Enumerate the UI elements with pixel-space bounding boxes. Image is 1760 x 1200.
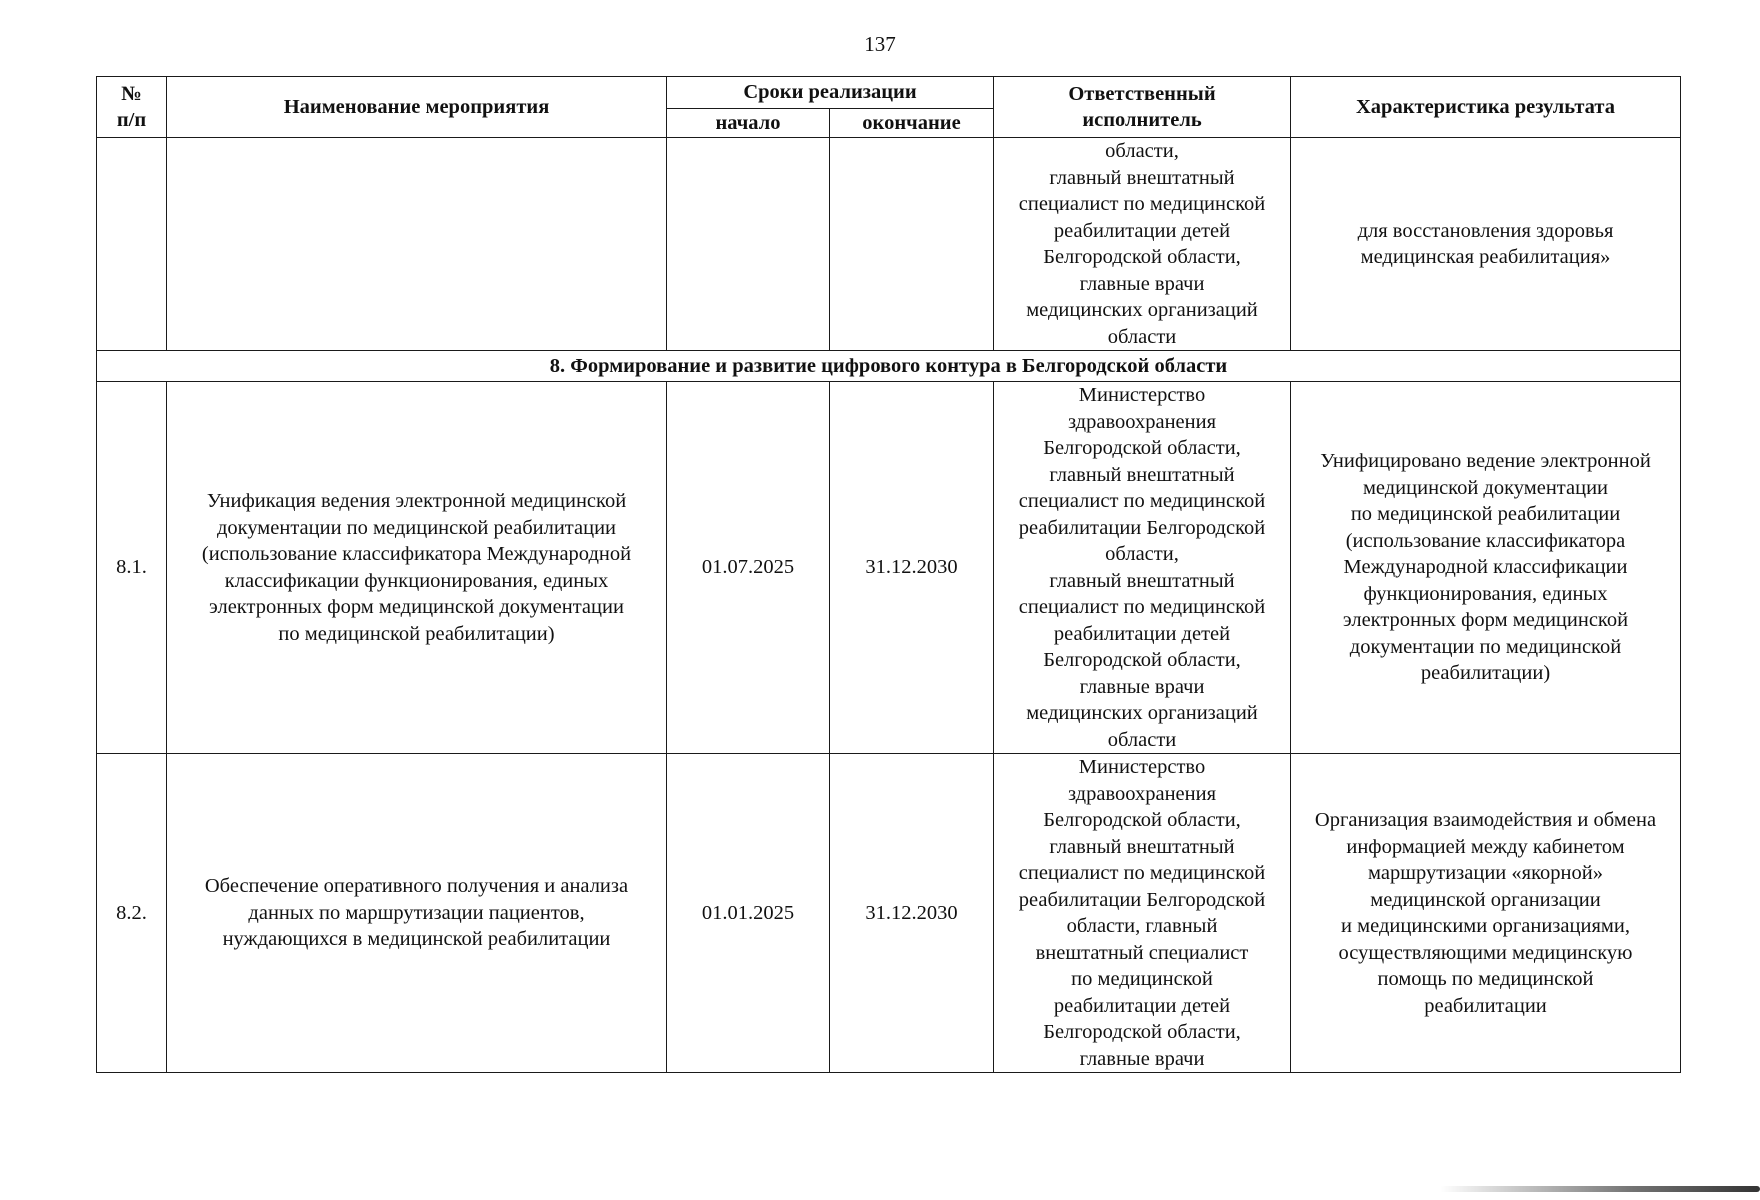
section-row [97, 351, 1681, 382]
header-responsible: Ответственный исполнитель [994, 77, 1291, 138]
header-start: начало [667, 109, 830, 138]
cell-num: 8.1. [97, 382, 167, 754]
header-end: окончание [830, 109, 994, 138]
section-title: 8. Формирование и развитие цифрового контура в Белгородской области [97, 351, 1681, 382]
cell-responsible: Министерство здравоохранения Белгородской области, главный внештатный специалист по медицинской реабилитации Белгородской области, главный внештатный специалист по медицинской реабилитации детей Белгородской области, главные врачи медицинских организаций области [994, 382, 1291, 754]
table-row-continued [97, 138, 1681, 351]
cell-responsible: области, главный внештатный специалист по медицинской реабилитации детей Белгородской области, главные врачи медицинских организаций области [994, 138, 1291, 351]
cell-result: Унифицировано ведение электронной медицинской документации по медицинской реабилитации (использование классификатора Международной классификации функционирования, единых электронных форм медицинской документации по медицинской реабилитации) [1291, 382, 1681, 754]
cell-name [167, 138, 667, 351]
cell-start [667, 138, 830, 351]
cell-end: 31.12.2030 [830, 754, 994, 1073]
header-name: Наименование мероприятия [167, 77, 667, 138]
cell-end [830, 138, 994, 351]
cell-responsible: Министерство здравоохранения Белгородской области, главный внештатный специалист по медицинской реабилитации Белгородской области, главный внештатный специалист по медицинской реабилитации детей Белгородской области, главные врачи [994, 754, 1291, 1073]
cell-result: Организация взаимодействия и обмена информацией между кабинетом маршрутизации «якорной» медицинской организации и медицинскими организациями, осуществляющими медицинскую помощь по медицинской реабилитации [1291, 754, 1681, 1073]
cell-start: 01.01.2025 [667, 754, 830, 1073]
table-row [97, 754, 1681, 1073]
scan-edge-mark [1440, 1186, 1760, 1192]
cell-num: 8.2. [97, 754, 167, 1073]
cell-start: 01.07.2025 [667, 382, 830, 754]
cell-name: Обеспечение оперативного получения и анализа данных по маршрутизации пациентов, нуждающихся в медицинской реабилитации [167, 754, 667, 1073]
page-number: 137 [864, 32, 896, 56]
cell-name: Унификация ведения электронной медицинской документации по медицинской реабилитации (использование классификатора Международной классификации функционирования, единых электронных форм медицинской документации по медицинской реабилитации) [167, 382, 667, 754]
header-result: Характеристика результата [1291, 77, 1681, 138]
cell-result: для восстановления здоровья медицинская реабилитация» [1291, 138, 1681, 351]
table-header [97, 77, 1681, 138]
table-row [97, 382, 1681, 754]
cell-end: 31.12.2030 [830, 382, 994, 754]
header-terms: Сроки реализации [667, 77, 994, 109]
header-num: № п/п [97, 77, 167, 138]
activities-table [96, 76, 1681, 1073]
cell-num [97, 138, 167, 351]
